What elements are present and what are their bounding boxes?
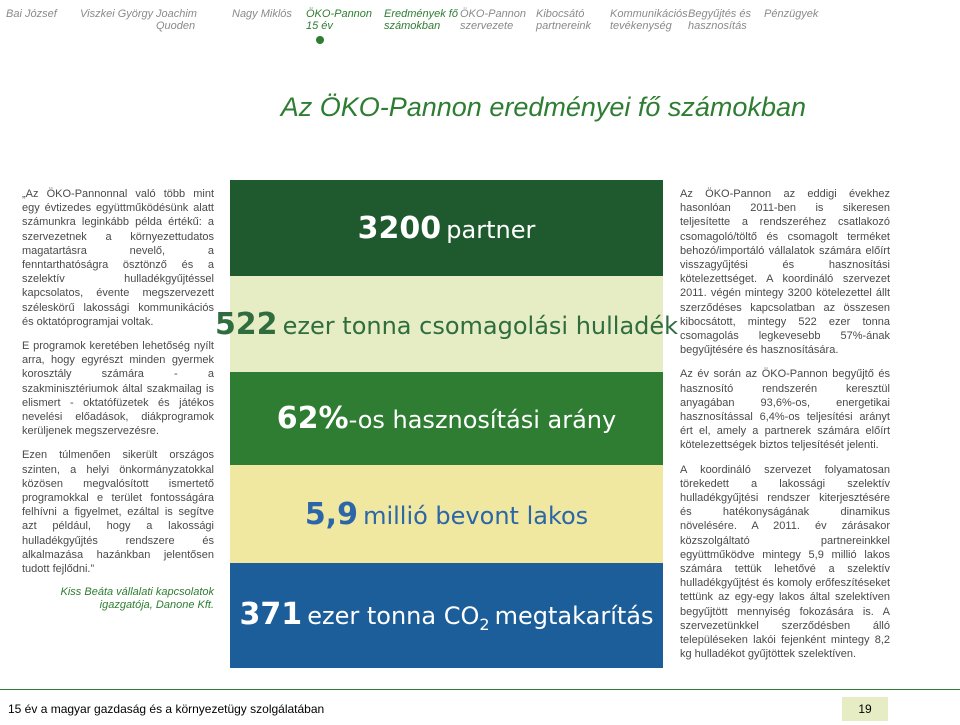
stat-co2-label-a: ezer tonna CO <box>307 602 480 630</box>
stat-co2-label-b: megtakarítás <box>494 602 654 630</box>
footer-text: 15 év a magyar gazdaság és a környezetügy szolgálatában <box>8 702 325 716</box>
quote-signature: Kiss Beáta vállalati kapcsolatok igazgatója, Danone Kft. <box>60 586 214 612</box>
stat-band-residents <box>230 465 663 563</box>
nav-item-penzugyek[interactable]: Pénzügyek <box>764 8 819 20</box>
page-title: Az ÖKO-Pannon eredményei fő számokban <box>280 92 806 122</box>
nav-item-viszkei-gyorgy[interactable]: Viszkei György <box>80 8 154 20</box>
stat-residents-label: millió bevont lakos <box>363 501 589 530</box>
stat-partners-number: 3200 <box>357 210 442 246</box>
quote-paragraph-1: „Az ÖKO-Pannonnal való több mint egy évtizedes együttműködésünk alatt számunkra leginkább példa értékű: a szervezetnek a környezettudatos magatartásra nevelő, a fenntarthatóságra ösztönző és a szelektív hulladékgyűjtéssel kapcsolatos, évente megszervezett széleskörű lakossági kommunikációs és oktatóprogramjai voltak. <box>22 188 214 328</box>
stat-co2-subscript: 2 <box>479 615 490 634</box>
stat-residents-number: 5,9 <box>304 496 358 532</box>
stat-band-recovery-rate <box>230 372 663 465</box>
stat-band-co2-savings <box>230 563 663 668</box>
right-paragraph-3: A koordináló szervezet folyamatosan törekedett a lakossági szelektív hulladékgyűjtési rendszer kiterjesztésére és hatékonyságának dinamikus növelésére. A 2011. év zárásakor közszolgáltató partnereinkkel együttműködve mintegy 5,9 millió lakos számára tettük lehetővé a szelektív hulladékgyűjtést és komoly erőfeszítéseket tettünk az egy-egy lakos által szelektíven begyűjtött mennyiség fokozására is. A szervezetünkkel szerződésben álló településeken lakói fejenként mintegy 8,2 kg hulladékot gyűjtöttek szelektíven. <box>680 463 890 661</box>
footer-divider <box>0 689 960 690</box>
nav-item-kibocsato-partnereink[interactable]: Kibocsátó partnereink <box>536 8 592 32</box>
nav-item-kommunikacios-tevekenyseg[interactable]: Kommunikációs tevékenység <box>610 8 688 32</box>
stat-recovery-label: -os hasznosítási arány <box>348 406 617 434</box>
quote-paragraph-3: Ezen túlmenően sikerült országos szinten, a helyi önkormányzatokkal közösen megvalósított ismertető programokkal e terület fontosságára felhívni a figyelmet, ezáltal is segítve azt például, hogy a lakossági hulladékgyűjtés rendszere és alkalmazása hazánkban jelentősen tudott fejlődni.” <box>22 449 214 576</box>
left-column-quote <box>22 187 214 612</box>
nav-item-oko-pannon-15-ev[interactable]: ÖKO-Pannon 15 év <box>306 8 373 32</box>
quote-paragraph-2: E programok keretében lehetőség nyílt arra, hogy egyrészt minden gyermek korosztály számára - a szakminisztériumok által szakmailag is elismert - oktatófüzetek és játékos nevelési előadások, diákprogramok kerüljenek megszervezésre. <box>22 340 214 438</box>
stat-band-packaging-waste <box>214 276 679 372</box>
stat-packaging-number: 522 <box>214 306 278 342</box>
nav-item-bai-jozsef[interactable]: Bai József <box>6 8 57 20</box>
nav-item-nagy-miklos[interactable]: Nagy Miklós <box>232 8 292 20</box>
top-navigation <box>0 8 960 42</box>
nav-item-eredmenyek[interactable]: Eredmények fő számokban <box>384 8 458 32</box>
stat-partners-label: partner <box>446 215 536 244</box>
nav-item-joachim-quoden[interactable]: Joachim Quoden <box>156 8 197 32</box>
stat-recovery-number: 62% <box>276 401 349 436</box>
right-paragraph-1: Az ÖKO-Pannon az eddigi évekhez hasonlóan 2011-ben is sikeresen teljesítette a rendszeréhez csatlakozó csomagoló/töltő és csomagolt terméket behozó/importáló vállalatok számára előírt visszagyűjtési és hasznosítási kötelezettséget. A koordináló szervezet 2011. végén mintegy 3200 kötelezettel állt szerződéses kapcsolatban az összesen kibocsátott, mintegy 522 ezer tonna csomagolás legkevesebb 57%-ának begyűjtésére és hasznosítására. <box>680 188 890 357</box>
stat-co2-number: 371 <box>239 597 303 632</box>
right-column-text <box>680 187 890 672</box>
nav-item-oko-pannon-szervezete[interactable]: ÖKO-Pannon szervezete <box>460 8 527 32</box>
stat-packaging-label: ezer tonna csomagolási hulladék <box>282 311 679 340</box>
active-section-indicator <box>316 36 324 44</box>
right-paragraph-2: Az év során az ÖKO-Pannon begyűjtő és hasznosító rendszerén keresztül anyagában 93,6%-os, energetikai hasznosítással 6,4%-os teljesítési arányt ért el, amely a partnerek számára előírt kötelezettségek biztos teljesítését jelenti. <box>680 368 890 452</box>
nav-item-begyujtes-hasznositas[interactable]: Begyűjtés és hasznosítás <box>688 8 751 32</box>
stat-band-partners <box>230 180 663 276</box>
page-number: 19 <box>842 697 888 721</box>
